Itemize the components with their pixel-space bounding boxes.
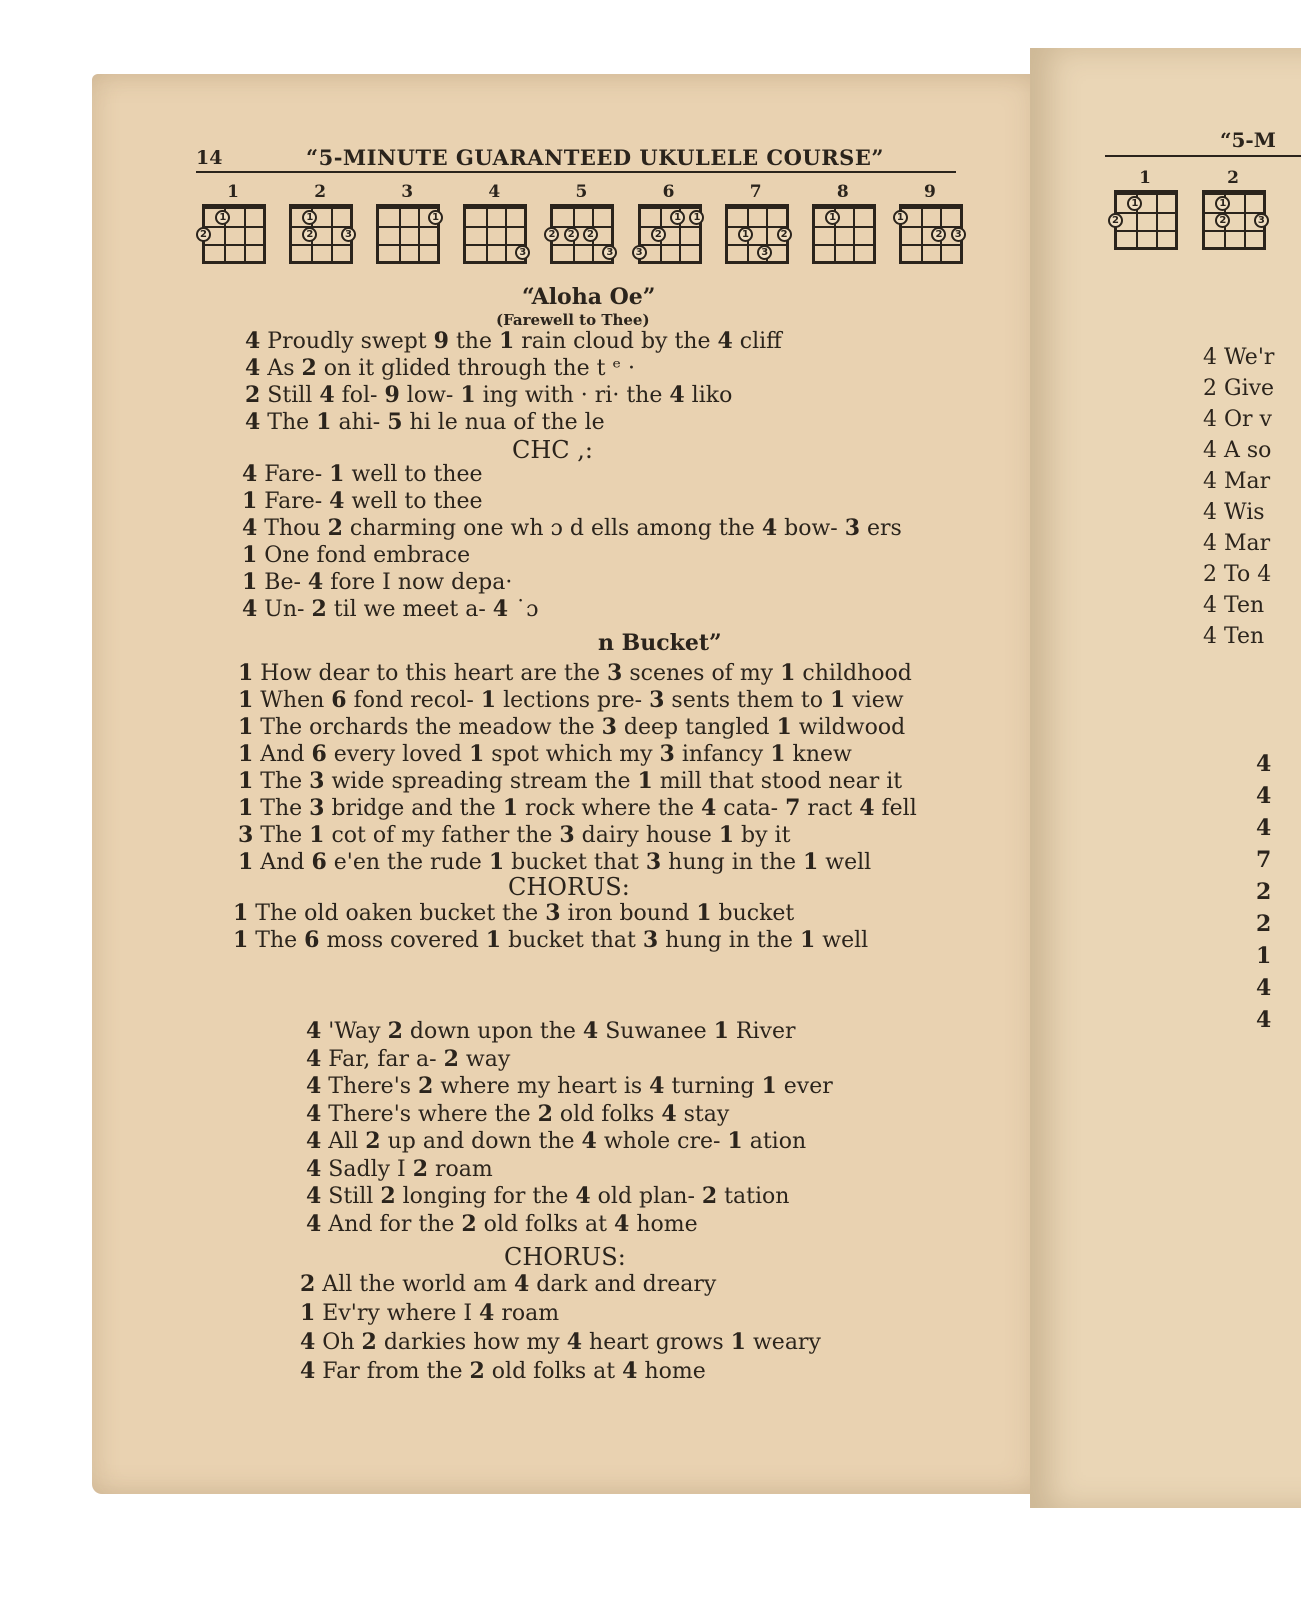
finger-dot: 3 — [1254, 213, 1269, 228]
bucket-chorus — [233, 900, 868, 954]
string-line — [399, 209, 401, 261]
chord-diagram-6 — [632, 182, 705, 267]
fret-line — [466, 226, 524, 228]
chord-diagram-2 — [283, 182, 356, 267]
right-number: 4 — [1256, 815, 1272, 841]
finger-dot: 1 — [825, 210, 840, 225]
finger-dot: 2 — [777, 227, 792, 242]
finger-dot: 3 — [632, 245, 647, 260]
string-line — [244, 209, 246, 261]
right-header-rule — [1105, 155, 1301, 157]
aloha-chorus-line: 4 Thou 2 charming one wh ɔ d ells among the 4 bow- 3 ers — [242, 515, 902, 541]
finger-dot: 3 — [757, 245, 772, 260]
suwanee-verse-line: 4 All 2 up and down the 4 whole cre- 1 ation — [306, 1128, 807, 1154]
chord-number: 7 — [749, 182, 762, 202]
string-line — [505, 209, 507, 261]
fret-line — [1117, 230, 1175, 232]
finger-dot: 1 — [1215, 196, 1230, 211]
string-line — [921, 209, 923, 261]
suwanee-verse-line: 4 And for the 2 old folks at 4 home — [306, 1210, 698, 1237]
chorus-label-aloha: CHC ,: — [512, 436, 593, 464]
aloha-chorus-line: 1 Fare- 4 well to thee — [242, 488, 483, 514]
suwanee-verse-line: 4 There's 2 where my heart is 4 turning 1 ever — [306, 1073, 833, 1099]
fretboard-grid — [289, 204, 353, 264]
finger-dot: 2 — [931, 227, 946, 242]
aloha-chorus-line: 1 One fond embrace — [242, 542, 471, 568]
right-running-title: “5-M — [1220, 128, 1276, 152]
suwanee-verse-line: 4 'Way 2 down upon the 4 Suwanee 1 River — [306, 1018, 796, 1044]
fretboard-grid — [463, 204, 527, 264]
bucket-verse-line: 1 How dear to this heart are the 3 scenes of my 1 childhood — [238, 660, 912, 686]
fretboard-grid — [1114, 190, 1178, 250]
right-line: 4 Mar — [1203, 469, 1271, 494]
right-page-lines — [1203, 342, 1274, 652]
fretboard-grid — [1202, 190, 1266, 250]
right-line: 4 Mar — [1203, 531, 1271, 556]
chorus-label-bucket: CHORUS: — [508, 873, 630, 901]
fret-line — [728, 226, 786, 228]
chord-diagram-4 — [457, 182, 530, 267]
fretboard-grid — [376, 204, 440, 264]
finger-dot: 2 — [196, 227, 211, 242]
finger-dot: 1 — [738, 227, 753, 242]
finger-dot: 2 — [1215, 213, 1230, 228]
bucket-verse-line: 3 The 1 cot of my father the 3 dairy house 1 by it — [238, 822, 791, 848]
finger-dot: 3 — [951, 227, 966, 242]
page-number: 14 — [196, 147, 223, 169]
fret-line — [641, 244, 699, 246]
fret-line — [292, 244, 350, 246]
song-subtitle-aloha: (Farewell to Thee) — [496, 311, 650, 329]
fret-line — [641, 226, 699, 228]
finger-dot: 2 — [544, 227, 559, 242]
suwanee-chorus-line: 4 Oh 2 darkies how my 4 heart grows 1 weary — [300, 1329, 821, 1355]
right-line: 2 Give — [1203, 376, 1275, 401]
bucket-chorus-line: 1 The old oaken bucket the 3 iron bound 1 bucket — [233, 900, 795, 926]
right-number: 2 — [1256, 911, 1272, 937]
bucket-verse-line: 1 The 3 bridge and the 1 rock where the 4 cata- 7 ract 4 fell — [238, 795, 917, 821]
bucket-verse-line: 1 And 6 every loved 1 spot which my 3 infancy 1 knew — [238, 741, 852, 767]
finger-dot: 1 — [302, 210, 317, 225]
suwanee-chorus-line: 2 All the world am 4 dark and dreary — [300, 1271, 717, 1297]
suwanee-verse-line: 4 Still 2 longing for the 4 old plan- 2 tation — [306, 1183, 790, 1209]
right-chord-diagrams — [1108, 168, 1270, 253]
right-line: 2 To 4 — [1203, 562, 1272, 587]
finger-dot: 2 — [302, 227, 317, 242]
finger-dot: 1 — [428, 210, 443, 225]
fret-line — [553, 244, 611, 246]
string-line — [331, 209, 333, 261]
right-line: 4 Or v — [1203, 407, 1272, 432]
fret-line — [815, 244, 873, 246]
fret-line — [1205, 230, 1263, 232]
string-line — [1156, 195, 1158, 247]
finger-dot: 2 — [1108, 213, 1123, 228]
finger-dot: 1 — [215, 210, 230, 225]
string-line — [418, 209, 420, 261]
aloha-verse-line: 2 Still 4 fol- 9 low- 1 ing with · ri· the 4 liko — [245, 382, 733, 408]
fret-line — [902, 244, 960, 246]
finger-dot: 3 — [602, 245, 617, 260]
right-line: 4 Ten — [1203, 624, 1265, 649]
bucket-verse-line: 1 The 3 wide spreading stream the 1 mill that stood near it — [238, 768, 903, 794]
suwanee-chorus-line: 1 Ev'ry where I 4 roam — [300, 1300, 560, 1326]
chord-number: 2 — [1227, 168, 1239, 188]
fretboard-grid — [550, 204, 614, 264]
chord-diagrams — [196, 182, 966, 272]
fret-line — [205, 226, 263, 228]
aloha-chorus — [242, 461, 902, 623]
finger-dot: 2 — [583, 227, 598, 242]
chord-number: 6 — [662, 182, 675, 202]
fret-line — [815, 226, 873, 228]
chord-diagram-7 — [719, 182, 792, 267]
fret-line — [728, 244, 786, 246]
fretboard-grid — [725, 204, 789, 264]
right-line: 4 Ten — [1203, 593, 1265, 618]
bucket-verse-line: 1 And 6 e'en the rude 1 bucket that 3 hung in the 1 well — [238, 849, 872, 875]
fretboard-grid — [812, 204, 876, 264]
suwanee-verse-line: 4 Far, far a- 2 way — [306, 1045, 511, 1072]
running-title: “5-MINUTE GUARANTEED UKULELE COURSE” — [306, 145, 884, 170]
aloha-chorus-line: 4 Fare- 1 well to thee — [242, 461, 483, 487]
chord-number: 4 — [488, 182, 501, 202]
string-line — [853, 209, 855, 261]
finger-dot: 1 — [1127, 196, 1142, 211]
suwanee-verse-line: 4 There's where the 2 old folks 4 stay — [306, 1100, 730, 1127]
right-line: 4 A so — [1203, 438, 1272, 463]
page-header — [196, 145, 956, 173]
chord-diagram-right-2 — [1196, 168, 1270, 253]
suwanee-verse — [306, 1018, 833, 1238]
fretboard-grid — [202, 204, 266, 264]
fret-line — [902, 226, 960, 228]
fret-line — [1205, 212, 1263, 214]
fretboard-grid — [896, 204, 963, 264]
suwanee-chorus — [300, 1270, 821, 1386]
aloha-verse-line: 4 Proudly swept 9 the 1 rain cloud by the 4 cliff — [245, 328, 782, 354]
aloha-chorus-line: 4 Un- 2 til we meet a- 4 ˙ɔ — [242, 596, 539, 622]
chorus-label-suwanee: CHORUS: — [504, 1243, 626, 1271]
fret-line — [292, 226, 350, 228]
suwanee-verse-line: 4 Sadly I 2 roam — [306, 1155, 493, 1182]
finger-dot: 1 — [689, 210, 704, 225]
finger-dot: 3 — [341, 227, 356, 242]
right-number: 4 — [1256, 975, 1272, 1001]
fret-line — [1117, 212, 1175, 214]
song-title-aloha: “Aloha Oe” — [522, 284, 656, 310]
right-page-numbers — [1256, 748, 1271, 1036]
right-number: 1 — [1256, 943, 1272, 969]
chord-number: 1 — [1139, 168, 1151, 188]
right-line: 4 We'r — [1203, 345, 1275, 370]
bucket-verse-line: 1 When 6 fond recol- 1 lections pre- 3 sents them to 1 view — [238, 687, 904, 713]
song-title-bucket: n Bucket” — [598, 630, 722, 656]
bucket-verse-line: 1 The orchards the meadow the 3 deep tangled 1 wildwood — [238, 714, 906, 740]
finger-dot: 2 — [651, 227, 666, 242]
chord-number: 5 — [575, 182, 588, 202]
aloha-verse-line: 4 As 2 on it glided through the t ᵉ · — [245, 355, 635, 381]
chord-diagram-right-1 — [1108, 168, 1182, 253]
aloha-chorus-line: 1 Be- 4 fore I now depa· — [242, 569, 513, 595]
fret-line — [205, 244, 263, 246]
chord-number: 8 — [836, 182, 849, 202]
fret-line — [466, 244, 524, 246]
finger-dot: 1 — [670, 210, 685, 225]
aloha-verse-line: 4 The 1 ahi- 5 hi le nua of the le — [245, 409, 605, 435]
header-rule — [196, 171, 956, 173]
right-number: 4 — [1256, 1007, 1272, 1033]
fret-line — [379, 244, 437, 246]
finger-dot: 1 — [893, 210, 908, 225]
bucket-verse — [238, 660, 917, 876]
right-number: 4 — [1256, 751, 1272, 777]
chord-diagram-9 — [893, 182, 966, 267]
chord-diagram-3 — [370, 182, 443, 267]
finger-dot: 3 — [515, 245, 530, 260]
fretboard-grid — [635, 204, 702, 264]
suwanee-chorus-line: 4 Far from the 2 old folks at 4 home — [300, 1358, 706, 1384]
chord-diagram-5 — [544, 182, 617, 267]
aloha-verse — [245, 328, 782, 436]
right-number: 2 — [1256, 879, 1272, 905]
finger-dot: 2 — [564, 227, 579, 242]
string-line — [486, 209, 488, 261]
chord-number: 9 — [923, 182, 936, 202]
chord-number: 1 — [227, 182, 239, 202]
fret-line — [379, 226, 437, 228]
bucket-chorus-line: 1 The 6 moss covered 1 bucket that 3 hung in the 1 well — [233, 927, 869, 953]
string-line — [1244, 195, 1246, 247]
chord-diagram-1 — [196, 182, 269, 267]
right-line: 4 Wis — [1203, 500, 1265, 525]
right-number: 4 — [1256, 783, 1272, 809]
chord-diagram-8 — [806, 182, 879, 267]
fret-line — [553, 226, 611, 228]
chord-number: 2 — [314, 182, 327, 202]
chord-number: 3 — [401, 182, 414, 202]
right-number: 7 — [1256, 847, 1272, 873]
